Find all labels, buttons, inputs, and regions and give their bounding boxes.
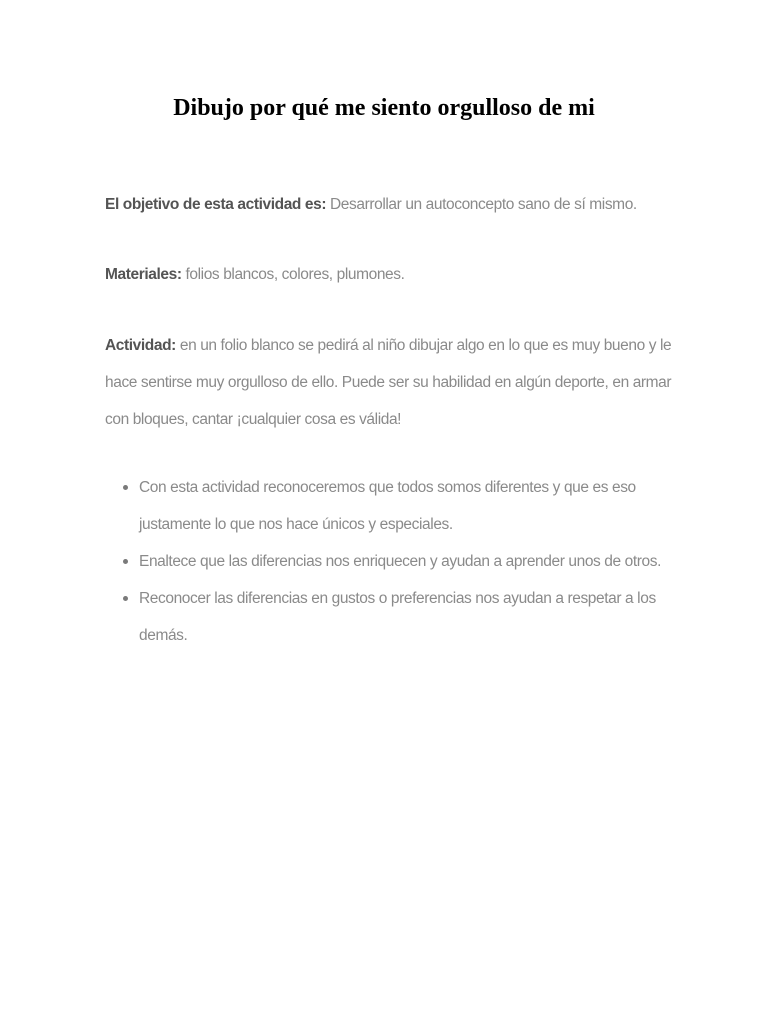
- list-item-text: Enaltece que las diferencias nos enriquecen y ayudan a aprender unos de otros.: [139, 553, 662, 570]
- page-title: Dibujo por qué me siento orgulloso de mi: [173, 95, 595, 121]
- bullet-icon: [123, 596, 128, 601]
- materials-paragraph: [105, 256, 685, 293]
- list-item-text: Reconocer las diferencias en gustos o preferencias nos ayudan a respetar a los demás.: [139, 590, 656, 644]
- activity-text: en un folio blanco se pedirá al niño dibujar algo en lo que es muy bueno y le hace sentirse muy orgulloso de ello. Puede ser su habilidad en algún deporte, en armar con bloques, cantar ¡cualquier cosa es válida!: [105, 337, 672, 428]
- list-item: [121, 543, 681, 580]
- objective-paragraph: [105, 186, 685, 223]
- objective-label: El objetivo de esta actividad es:: [105, 196, 327, 213]
- activity-paragraph: [105, 327, 685, 438]
- materials-label: Materiales:: [105, 266, 182, 283]
- materials-text: folios blancos, colores, plumones.: [181, 266, 405, 283]
- list-item-text: Con esta actividad reconoceremos que todos somos diferentes y que es eso justamente lo que nos hace únicos y especiales.: [139, 479, 636, 533]
- bullet-list: [121, 469, 681, 654]
- objective-text: Desarrollar un autoconcepto sano de sí mismo.: [326, 196, 637, 213]
- list-item: [121, 580, 681, 654]
- list-item: [121, 469, 681, 543]
- activity-label: Actividad:: [105, 337, 176, 354]
- bullet-icon: [123, 485, 128, 490]
- bullet-icon: [123, 559, 128, 564]
